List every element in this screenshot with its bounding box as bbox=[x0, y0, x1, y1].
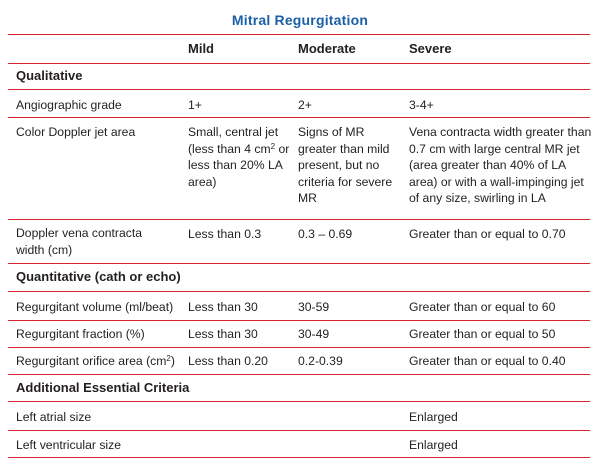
header-severe: Severe bbox=[409, 41, 452, 56]
cell-reg-volume-moderate: 30-59 bbox=[298, 300, 330, 314]
cell-angiographic-severe: 3-4+ bbox=[409, 98, 434, 112]
rule bbox=[8, 89, 590, 90]
row-label-color-doppler: Color Doppler jet area bbox=[16, 125, 136, 139]
section-quantitative: Quantitative (cath or echo) bbox=[16, 269, 181, 284]
rule bbox=[8, 374, 590, 375]
cell-reg-fraction-severe: Greater than or equal to 50 bbox=[409, 327, 556, 341]
row-label-vena-contracta: Doppler vena contracta width (cm) bbox=[16, 226, 143, 257]
cell-reg-fraction-mild: Less than 30 bbox=[188, 327, 258, 341]
rule bbox=[8, 401, 590, 402]
rule bbox=[8, 347, 590, 348]
cell-reg-orifice-moderate: 0.2-0.39 bbox=[298, 354, 343, 368]
row-label-reg-orifice: Regurgitant orifice area $(cm^2)$ bbox=[16, 354, 175, 368]
cell-color-doppler-moderate: Signs of MR greater than mild present, but no criteria for severe MR bbox=[298, 125, 393, 206]
rule bbox=[8, 219, 590, 220]
row-label-left-ventricular: Left ventricular size bbox=[16, 438, 121, 452]
rule bbox=[8, 430, 590, 431]
rule bbox=[8, 63, 590, 64]
cell-reg-fraction-moderate: 30-49 bbox=[298, 327, 330, 341]
row-label-reg-volume: Regurgitant volume (ml/beat) bbox=[16, 300, 174, 314]
cell-angiographic-moderate: 2+ bbox=[298, 98, 312, 112]
row-label-angiographic: Angiographic grade bbox=[16, 98, 122, 112]
cell-reg-orifice-severe: Greater than or equal to 0.40 bbox=[409, 354, 566, 368]
rule bbox=[8, 320, 590, 321]
cell-reg-volume-severe: Greater than or equal to 60 bbox=[409, 300, 556, 314]
section-additional: Additional Essential Criteria bbox=[16, 380, 190, 395]
header-moderate: Moderate bbox=[298, 41, 356, 56]
cell-color-doppler-mild: Small, central jet (less than 4 $cm^2$ or less than 20% LA area) bbox=[188, 125, 290, 189]
cell-angiographic-mild: 1+ bbox=[188, 98, 202, 112]
rule bbox=[8, 117, 590, 118]
section-qualitative: Qualitative bbox=[16, 68, 83, 83]
cell-vena-contracta-moderate: 0.3 – 0.69 bbox=[298, 227, 353, 241]
cell-color-doppler-severe: Vena contracta width greater than 0.7 cm with large central MR jet (area greater than 40% of LA area) or with a wall-impinging jet of any size, swirling in LA bbox=[409, 125, 592, 206]
rule bbox=[8, 34, 590, 35]
table-title: Mitral Regurgitation bbox=[231, 12, 369, 28]
cell-left-atrial-severe: Enlarged bbox=[409, 410, 458, 424]
cell-vena-contracta-mild: Less than 0.3 bbox=[188, 227, 262, 241]
cell-left-ventricular-severe: Enlarged bbox=[409, 438, 458, 452]
header-mild: Mild bbox=[188, 41, 214, 56]
rule bbox=[8, 263, 590, 264]
row-label-left-atrial: Left atrial size bbox=[16, 410, 92, 424]
cell-reg-orifice-mild: Less than 0.20 bbox=[188, 354, 268, 368]
cell-reg-volume-mild: Less than 30 bbox=[188, 300, 258, 314]
rule bbox=[8, 291, 590, 292]
row-label-reg-fraction: Regurgitant fraction (%) bbox=[16, 327, 145, 341]
rule bbox=[8, 457, 590, 458]
cell-vena-contracta-severe: Greater than or equal to 0.70 bbox=[409, 227, 566, 241]
